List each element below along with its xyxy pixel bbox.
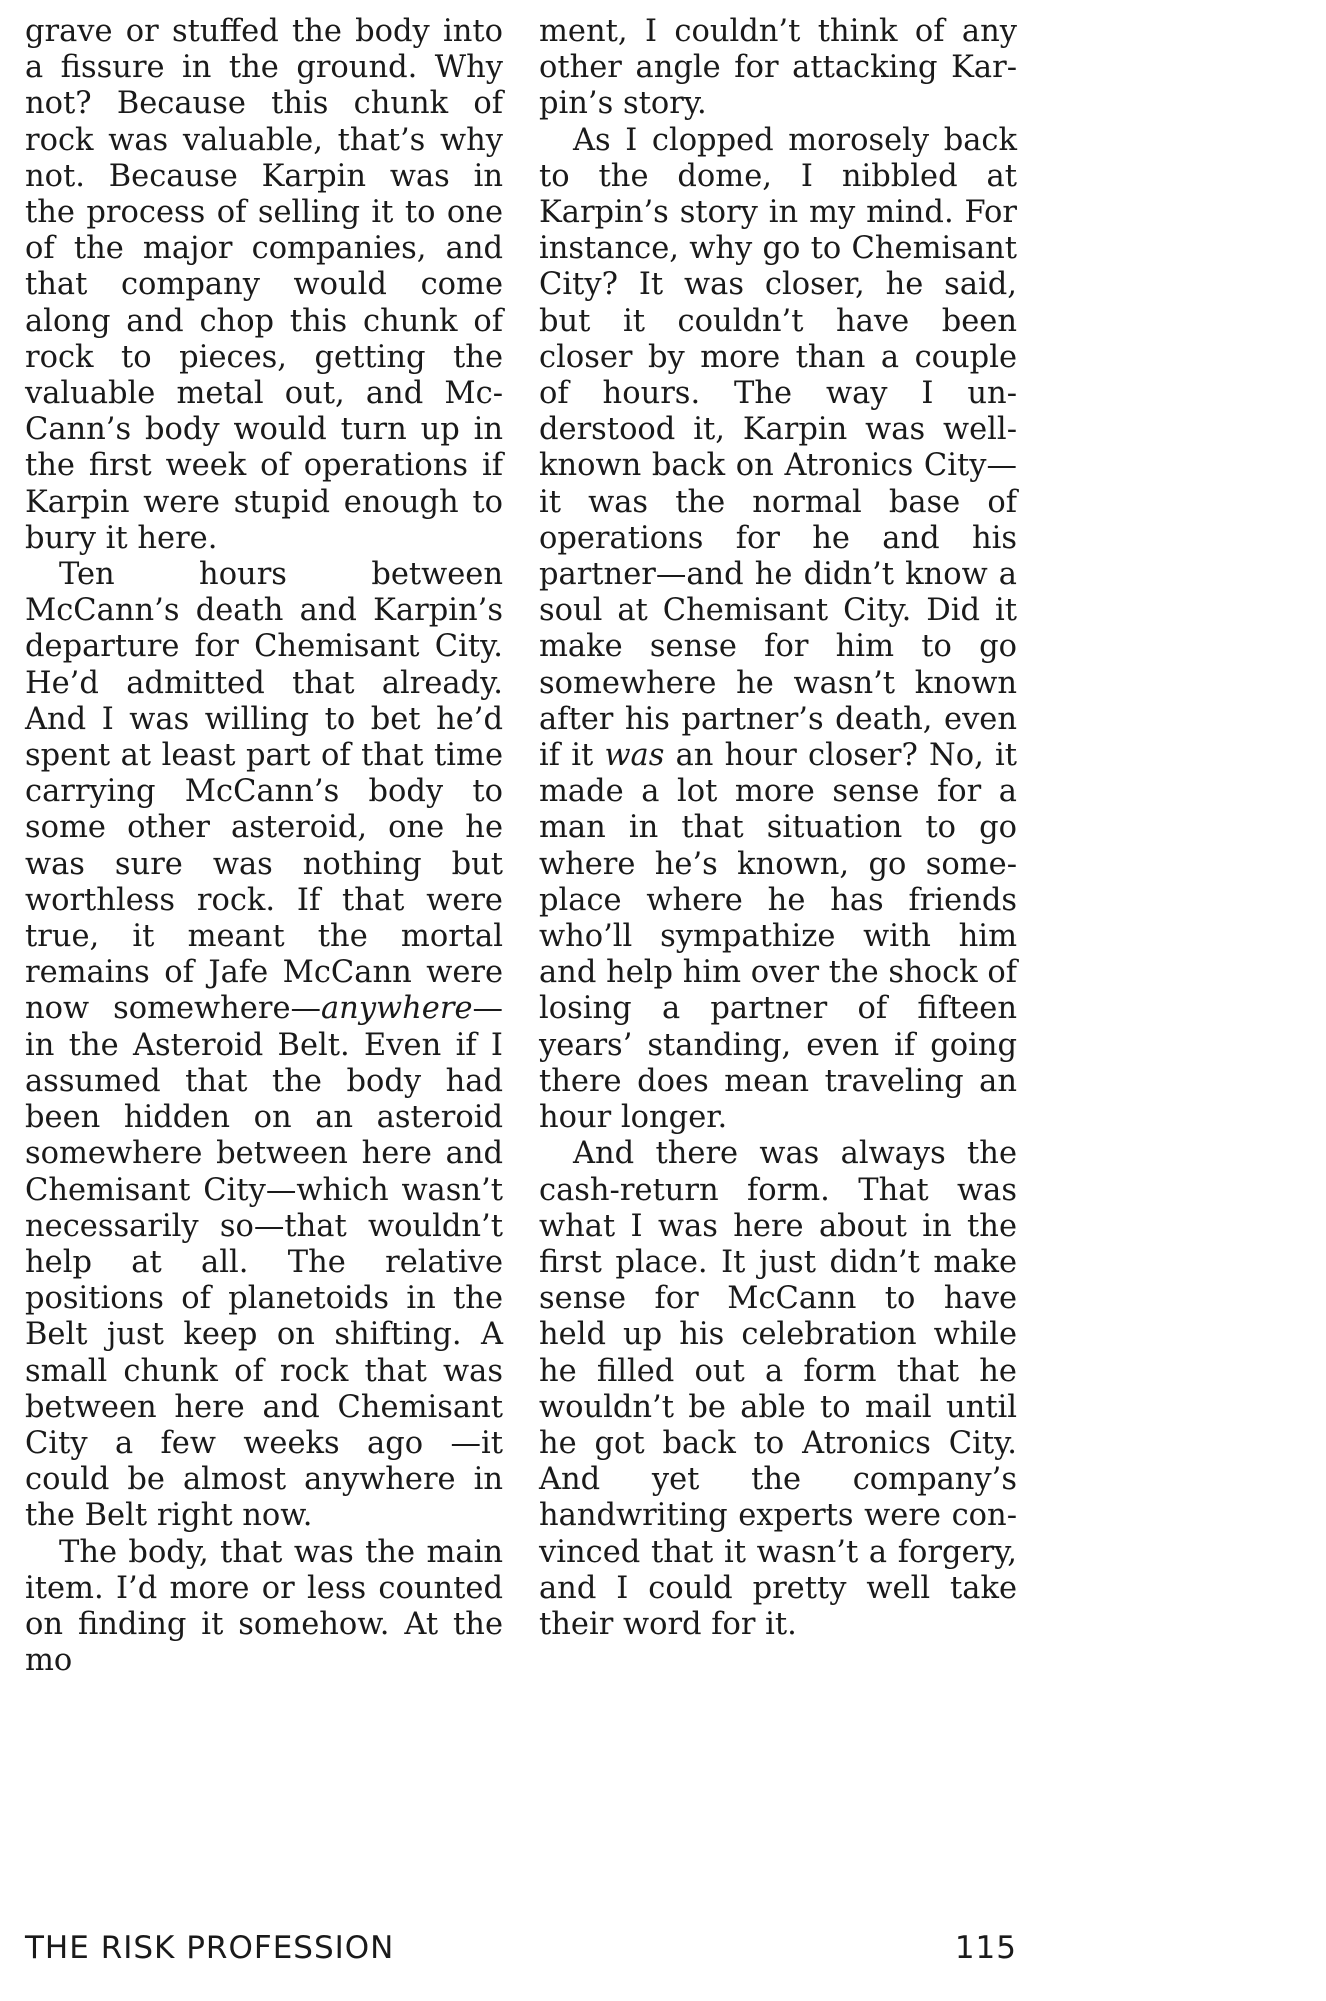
running-title: THE RISK PROFESSION <box>25 1930 395 1966</box>
page-number: 115 <box>954 1930 1017 1966</box>
emphasis-text: anywhere <box>321 991 473 1027</box>
paragraph: ment, I couldn’t think of any other angle for attacking Karpin’s story. <box>539 14 1017 122</box>
right-column <box>539 14 1017 1643</box>
paragraph <box>25 557 503 1534</box>
paragraph: And there was always the cash-return form. That was what I was here about in the first place. It just didn’t make sense for McCann to have held up his celebration while he filled out a form that he wouldn’t be able to mail until he got back to Atronics City. And yet the company’s handwriting experts were convinced that it wasn’t a forgery, and I could pretty well take their word for it. <box>539 1136 1017 1642</box>
paragraph-text: Ten hours between McCann’s death and Karpin’s departure for Chemisant City. He’d admitted that already. And I was willing to bet he’d spent at least part of that time carrying McCann’s body to some other asteroid, one he was sure was nothing but worthless rock. If that were true, it meant the mortal remains of Jafe McCann were now somewhere— <box>25 557 503 1027</box>
paragraph-text: an hour closer? No, it made a lot more sense for a man in that situation to go where he’s known, go someplace where he has friends who’ll sympathize with him and help him over the shock of losing a partner of fifteen years’ standing, even if going there does mean traveling an hour longer. <box>539 738 1017 1136</box>
paragraph <box>539 123 1017 1137</box>
emphasis-text: was <box>604 738 665 774</box>
paragraph: The body, that was the main item. I’d more or less counted on finding it somehow. At the mo <box>25 1534 503 1679</box>
page-footer <box>25 1930 1017 1970</box>
paragraph-text: As I clopped morosely back to the dome, I nibbled at Karpin’s story in my mind. For instance, why go to Chemisant City? It was closer, he said, but it couldn’t have been closer by more than a couple of hours. The way I understood it, Karpin was well-known back on Atronics City—it was the normal base of operations for he and his partner—and he didn’t know a soul at Chemisant City. Did it make sense for him to go somewhere he wasn’t known after his partner’s death, even if it <box>539 122 1017 774</box>
left-column <box>25 14 503 1679</box>
paragraph: grave or stuffed the body into a fissure in the ground. Why not? Because this chunk of rock was valuable, that’s why not. Because Karpin was in the process of selling it to one of the major companies, and that company would come along and chop this chunk of rock to pieces, getting the valuable metal out, and McCann’s body would turn up in the first week of operations if Karpin were stupid enough to bury it here. <box>25 14 503 556</box>
paragraph-text: —in the Asteroid Belt. Even if I assumed that the body had been hidden on an asteroid somewhere between here and Chemisant City—which wasn’t necessarily so—that wouldn’t help at all. The relative positions of planetoids in the Belt just keep on shifting. A small chunk of rock that was between here and Chemisant City a few weeks ago —it could be almost anywhere in the Belt right now. <box>25 991 503 1534</box>
